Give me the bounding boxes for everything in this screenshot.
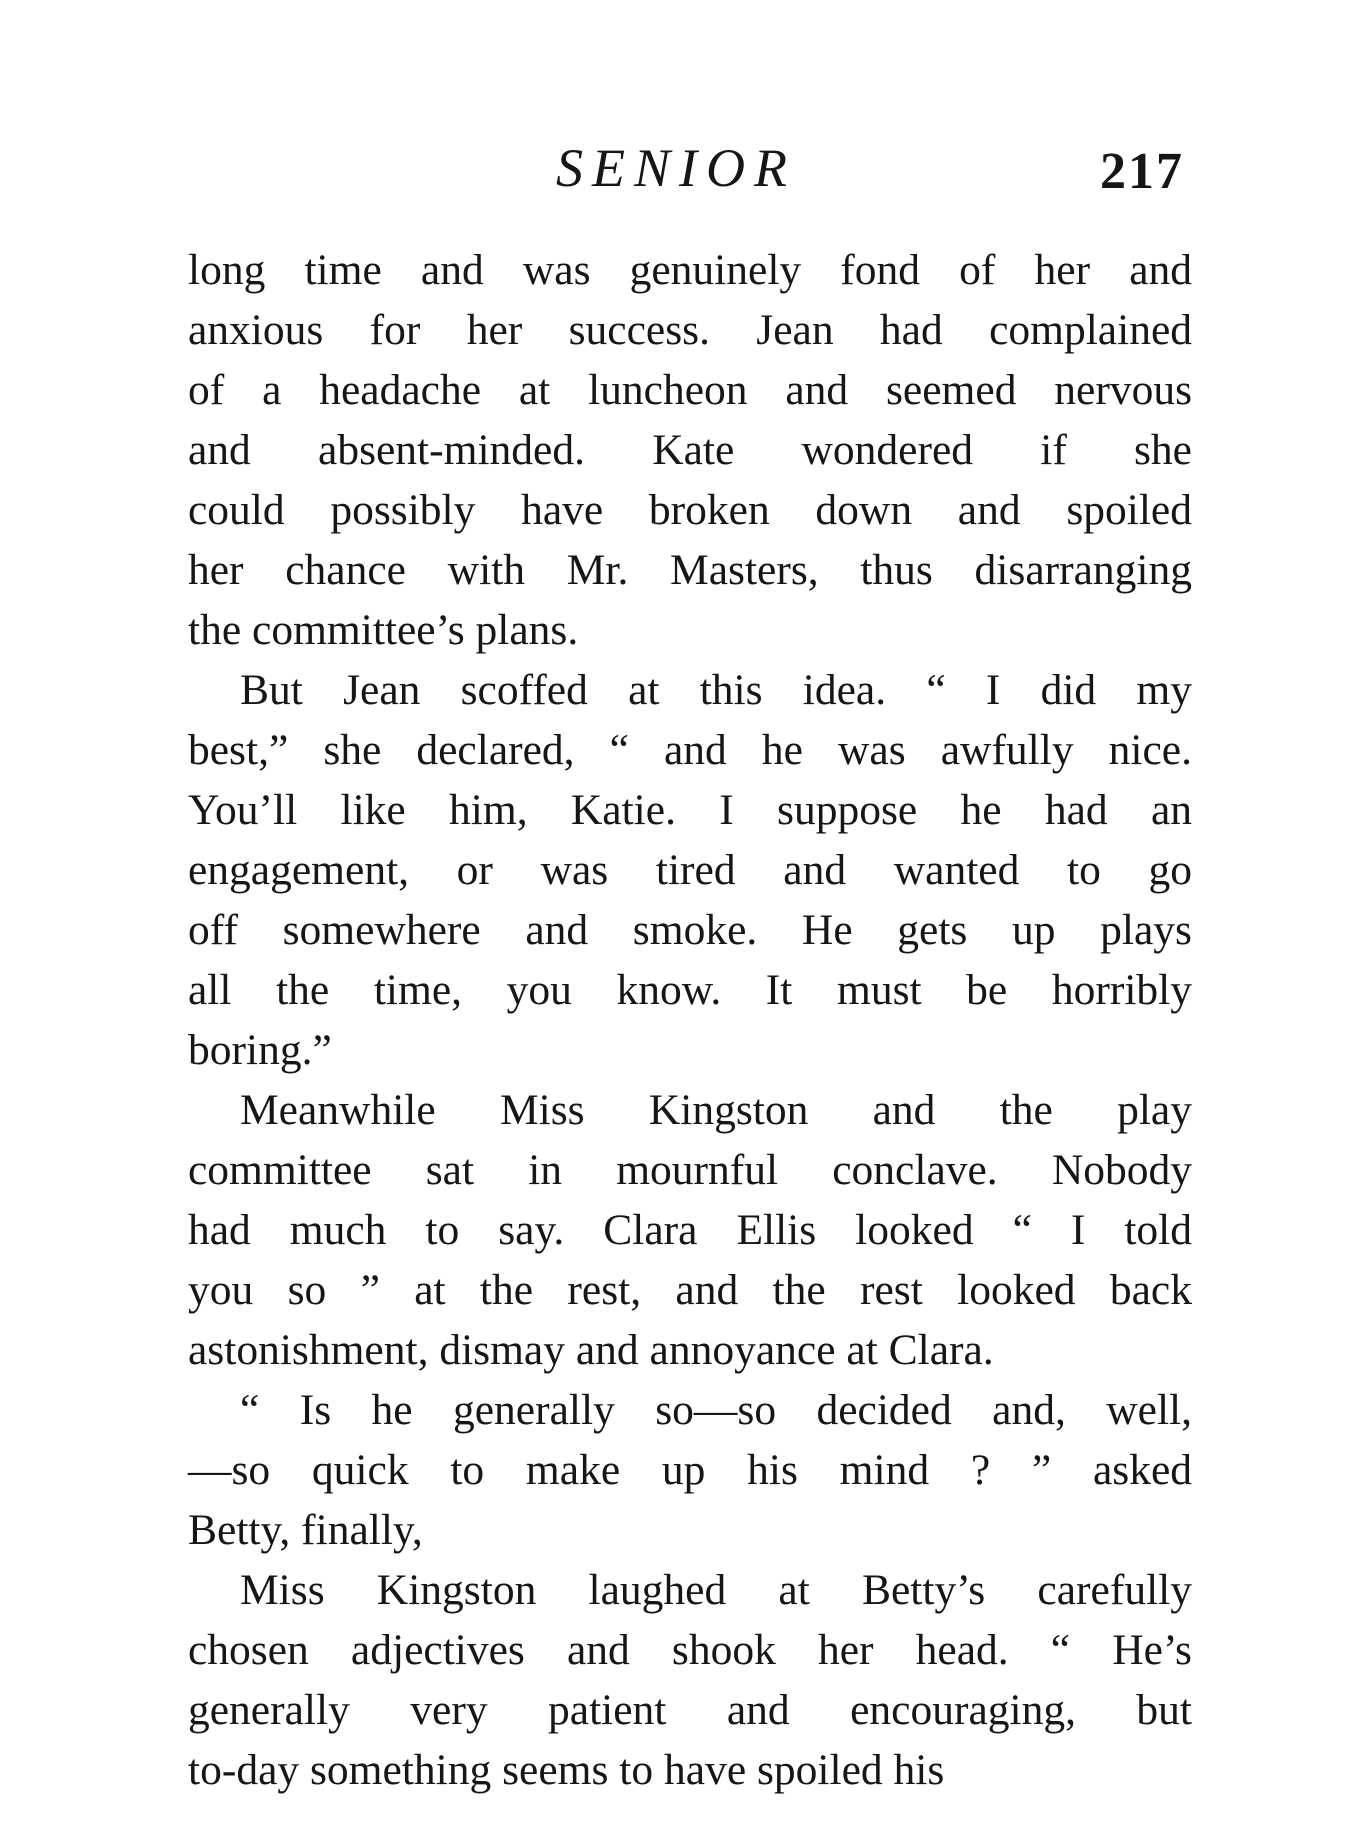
- text-line: best,” she declared, “ and he was awfully nice.: [188, 726, 1192, 774]
- text-line: astonishment, dismay and annoyance at Clara.: [188, 1326, 994, 1374]
- text-line: the committee’s plans.: [188, 606, 579, 654]
- text-line: boring.”: [188, 1026, 332, 1074]
- text-line: generally very patient and encouraging, but: [188, 1686, 1192, 1734]
- text-line: off somewhere and smoke. He gets up plays: [188, 906, 1192, 954]
- paragraph: [188, 240, 1192, 660]
- text-line: long time and was genuinely fond of her and: [188, 246, 1192, 294]
- paragraph: [188, 1560, 1192, 1800]
- text-line: all the time, you know. It must be horribly: [188, 966, 1192, 1014]
- text-line: anxious for her success. Jean had complained: [188, 306, 1192, 354]
- paragraph: [188, 660, 1192, 1080]
- text-line: engagement, or was tired and wanted to go: [188, 846, 1192, 894]
- text-line: had much to say. Clara Ellis looked “ I told: [188, 1206, 1192, 1254]
- page-number: 217: [1100, 143, 1184, 200]
- text-line: and absent-minded. Kate wondered if she: [188, 426, 1192, 474]
- text-line: her chance with Mr. Masters, thus disarranging: [188, 546, 1192, 594]
- text-line: to-day something seems to have spoiled his: [188, 1746, 945, 1794]
- text-line: of a headache at luncheon and seemed nervous: [188, 366, 1192, 414]
- text-line: Meanwhile Miss Kingston and the play: [240, 1086, 1192, 1134]
- text-line: chosen adjectives and shook her head. “ He’s: [188, 1626, 1192, 1674]
- text-line: —so quick to make up his mind ? ” asked: [188, 1446, 1192, 1494]
- text-line: could possibly have broken down and spoiled: [188, 486, 1192, 534]
- running-title: SENIOR: [556, 138, 796, 198]
- body-text: [188, 240, 1192, 1800]
- text-line: you so ” at the rest, and the rest looked back: [188, 1266, 1192, 1314]
- text-line: You’ll like him, Katie. I suppose he had an: [188, 786, 1192, 834]
- text-line: Betty, finally,: [188, 1506, 423, 1554]
- text-line: Miss Kingston laughed at Betty’s carefully: [240, 1566, 1192, 1614]
- text-line: committee sat in mournful conclave. Nobody: [188, 1146, 1192, 1194]
- text-line: “ Is he generally so—so decided and, well,: [240, 1386, 1192, 1434]
- paragraph: [188, 1080, 1192, 1380]
- paragraph: [188, 1380, 1192, 1560]
- text-line: But Jean scoffed at this idea. “ I did my: [240, 666, 1192, 714]
